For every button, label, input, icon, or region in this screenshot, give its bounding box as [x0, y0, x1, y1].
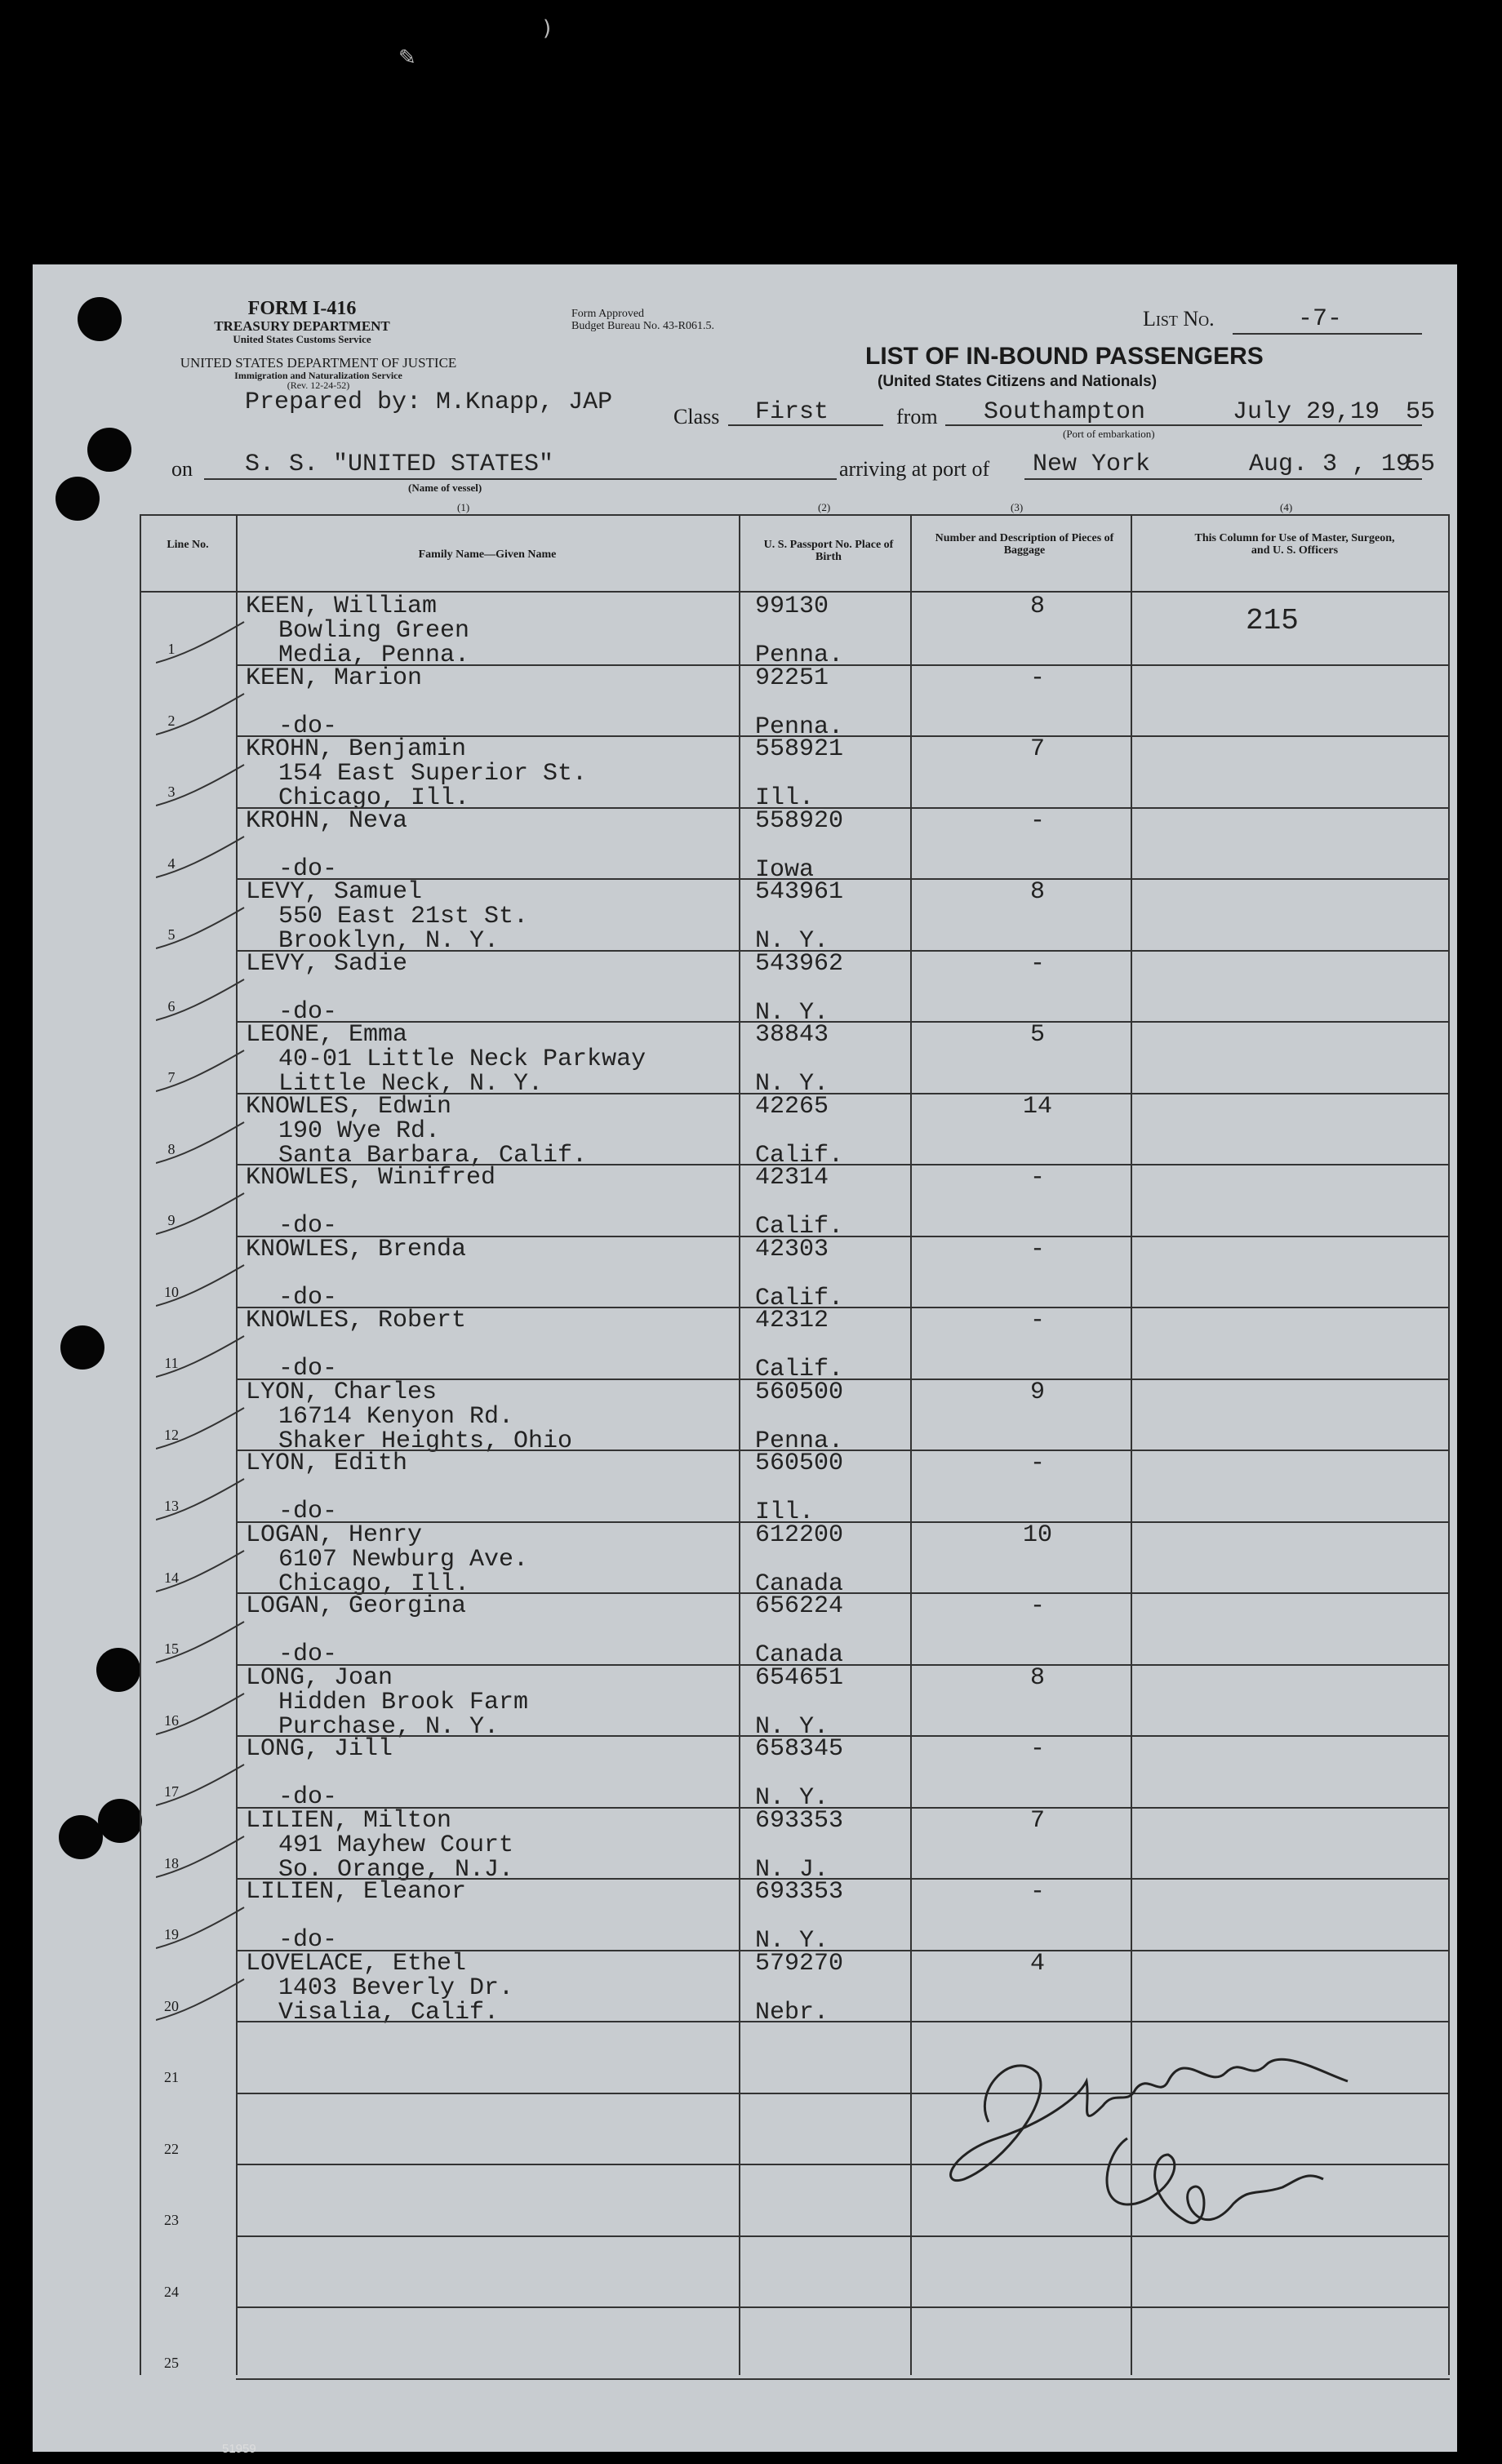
on-label: on [171, 457, 193, 481]
baggage-count: 8 [1029, 1663, 1045, 1692]
embark-date: July 29,19 [1233, 398, 1380, 426]
passenger-name [246, 2165, 278, 2189]
line-number: 16 [164, 1711, 179, 1729]
passenger-name-address [246, 737, 587, 810]
table-row [140, 1164, 1450, 1241]
table-row [140, 1307, 1450, 1383]
passenger-name: LEONE, Emma [246, 1021, 408, 1049]
passenger-name-address [246, 1165, 495, 1238]
punch-hole [87, 428, 131, 472]
footer-code: 51959 [222, 2442, 256, 2456]
passenger-name: LOVELACE, Ethel [246, 1949, 467, 1978]
table-row [140, 1378, 1450, 1455]
col-number-1: (1) [457, 501, 470, 513]
checkmark-icon [156, 1978, 246, 2023]
checkmark-icon [156, 692, 246, 738]
line-number: 12 [164, 1426, 179, 1443]
address-line-2: Media, Penna. [278, 642, 470, 669]
address-line-2: Shaker Heights, Ohio [278, 1427, 573, 1455]
address-line-2: -do- [278, 1783, 338, 1811]
checkmark-icon [156, 1263, 246, 1309]
baggage-count: - [1029, 1164, 1045, 1192]
table-row [140, 2306, 1450, 2378]
passport-number: 38843 [755, 1021, 829, 1049]
place-of-birth: Canada [755, 1569, 844, 1598]
punch-hole [56, 477, 100, 521]
page-title: LIST OF IN-BOUND PASSENGERS [865, 343, 1264, 370]
table-row [140, 1735, 1450, 1812]
checkmark-icon [156, 906, 246, 952]
checkmark-icon [156, 1477, 246, 1523]
address-line-1 [246, 1618, 466, 1642]
col-number-4: (4) [1280, 501, 1293, 513]
table-row [140, 1521, 1450, 1598]
checkmark-icon [156, 1549, 246, 1595]
table-row [140, 593, 1450, 669]
arrival-port: New York [1033, 451, 1151, 478]
passport-number: 543961 [755, 878, 844, 906]
line-number: 20 [164, 1997, 179, 2014]
passport-number: 99130 [755, 593, 829, 620]
address-line-1 [246, 2046, 278, 2070]
from-label: from [896, 405, 938, 428]
table-row [140, 878, 1450, 955]
line-number: 18 [164, 1854, 179, 1871]
baggage-count: - [1029, 664, 1045, 692]
arrival-date: Aug. 3 , 19 [1249, 451, 1411, 478]
address-line-1: 154 East Superior St. [278, 760, 588, 788]
address-line-2: Chicago, Ill. [278, 1569, 470, 1598]
line-number: 3 [167, 784, 176, 800]
col-number-2: (2) [818, 501, 831, 513]
address-line-1: Hidden Brook Farm [278, 1688, 529, 1716]
baggage-count: - [1029, 949, 1045, 978]
baggage-count: 7 [1029, 735, 1045, 763]
checkmark-icon [156, 1121, 246, 1166]
baggage-count: 5 [1029, 1021, 1045, 1049]
checkmark-icon [156, 978, 246, 1023]
passenger-name-address [246, 1451, 407, 1524]
address-line-2 [246, 2213, 278, 2236]
passenger-name-address [246, 2094, 278, 2165]
address-line-2 [246, 2355, 278, 2379]
table-row [140, 806, 1450, 884]
passport-number: 42312 [755, 1307, 829, 1334]
line-number: 24 [164, 2283, 179, 2300]
header-line-no: Line No. [167, 539, 209, 551]
prepared-by: Prepared by: M.Knapp, JAP [245, 388, 613, 416]
table-top-rule [140, 514, 1450, 516]
line-number: 8 [167, 1140, 176, 1157]
passenger-name: KNOWLES, Edwin [246, 1092, 452, 1121]
address-line-1 [246, 1333, 466, 1356]
officer-signature-icon [940, 2000, 1380, 2269]
line-number: 22 [164, 2140, 179, 2157]
punch-hole [78, 297, 122, 341]
passenger-name: LOGAN, Henry [246, 1521, 423, 1549]
table-row [140, 735, 1450, 812]
passport-number: 92251 [755, 664, 829, 692]
table-row [140, 1663, 1450, 1741]
passport-number: 42265 [755, 1092, 829, 1121]
line-number: 14 [164, 1569, 179, 1586]
form-number: FORM I-416 [247, 298, 357, 319]
list-no-value: -7- [1298, 305, 1343, 333]
checkmark-icon [156, 1406, 246, 1452]
passenger-name: KEEN, William [246, 593, 438, 620]
address-line-2: -do- [278, 1926, 338, 1954]
passenger-name-address [246, 949, 408, 1026]
scan-mark: ✎ [398, 46, 416, 70]
dept-justice: UNITED STATES DEPARTMENT OF JUSTICE [180, 355, 457, 371]
line-number: 5 [167, 926, 176, 943]
arrival-year: 55 [1406, 451, 1436, 478]
baggage-count: - [1029, 1735, 1045, 1763]
address-line-2: -do- [278, 712, 338, 740]
passenger-name-address [246, 1951, 513, 2025]
passenger-name-address [246, 1806, 514, 1884]
baggage-count: 8 [1029, 878, 1045, 906]
arrival-underline [1024, 478, 1422, 480]
passport-number: 543962 [755, 949, 844, 978]
passport-number: 612200 [755, 1521, 844, 1549]
passenger-name-address [246, 1663, 529, 1741]
line-number: 10 [164, 1283, 179, 1300]
address-line-2: -do- [278, 1640, 338, 1668]
baggage-count: 14 [1022, 1092, 1052, 1121]
passenger-name-address [246, 1523, 528, 1596]
line-number: 19 [164, 1926, 179, 1942]
address-line-2: Purchase, N. Y. [278, 1712, 500, 1741]
address-line-2: Little Neck, N. Y. [278, 1070, 544, 1098]
header-officers: This Column for Use of Master, Surgeon, and U. S. Officers [1194, 532, 1395, 557]
passenger-name-address [246, 1094, 587, 1168]
line-number: 7 [167, 1069, 176, 1085]
address-line-1: 6107 Newburg Ave. [278, 1545, 529, 1574]
line-number: 23 [164, 2212, 179, 2228]
place-of-birth: N. Y. [755, 1784, 829, 1812]
punch-hole [59, 1815, 103, 1859]
table-row [140, 1092, 1450, 1170]
place-of-birth: Ill. [755, 1498, 815, 1526]
list-no-label: List No. [1143, 307, 1215, 331]
passport-number: 693353 [755, 1806, 844, 1835]
line-number: 17 [164, 1783, 179, 1800]
address-line-2: Chicago, Ill. [278, 784, 470, 812]
passenger-table [140, 514, 1450, 2375]
baggage-count: - [1029, 1450, 1045, 1477]
arriving-label: arriving at port of [839, 457, 990, 481]
passport-number: 656224 [755, 1592, 844, 1620]
passenger-name [246, 2022, 278, 2046]
line-number: 1 [167, 641, 176, 657]
address-line-1 [246, 976, 407, 1000]
baggage-count: 8 [1029, 593, 1045, 620]
passenger-name-address [246, 1308, 466, 1381]
passenger-name-address [246, 2022, 278, 2093]
passport-number: 658345 [755, 1735, 844, 1763]
passport-number: 579270 [755, 1949, 844, 1978]
passport-number: 560500 [755, 1378, 844, 1406]
address-line-2: -do- [278, 1283, 338, 1312]
form-rev: (Rev. 12-24-52) [287, 380, 350, 392]
passenger-name: KNOWLES, Brenda [246, 1235, 467, 1263]
address-line-1: 491 Mayhew Court [278, 1831, 514, 1859]
address-line-1 [246, 2118, 278, 2142]
passport-number: 654651 [755, 1663, 844, 1692]
passenger-name: KROHN, Neva [246, 806, 408, 835]
passport-number: 42314 [755, 1164, 829, 1192]
col-number-3: (3) [1011, 501, 1024, 513]
table-row [140, 1450, 1450, 1526]
passport-number: 42303 [755, 1235, 829, 1263]
baggage-count: 7 [1029, 1806, 1045, 1835]
place-of-birth: Iowa [755, 855, 815, 884]
line-number: 15 [164, 1640, 179, 1657]
officer-note: 215 [1246, 604, 1299, 637]
passenger-name-address [246, 1880, 466, 1952]
passenger-name-address [246, 594, 469, 668]
approval-line: Form Approved [571, 308, 645, 320]
passport-number: 560500 [755, 1450, 844, 1477]
checkmark-icon [156, 1334, 246, 1380]
line-number: 21 [164, 2069, 179, 2085]
row-rule [236, 2378, 1450, 2380]
address-line-1 [246, 1761, 393, 1785]
passport-number: 558920 [755, 806, 844, 835]
checkmark-icon [156, 1192, 246, 1237]
address-line-1: 40-01 Little Neck Parkway [278, 1046, 647, 1073]
address-line-2: Brooklyn, N. Y. [278, 927, 500, 955]
line-number: 11 [164, 1355, 179, 1371]
address-line-1 [246, 2261, 278, 2284]
header-baggage: Number and Description of Pieces of Baggage [935, 532, 1114, 557]
approval-block [571, 309, 714, 332]
class-label: Class [673, 405, 720, 428]
table-row [140, 1592, 1450, 1669]
place-of-birth: Calif. [755, 1356, 844, 1383]
passenger-name-address [246, 2165, 278, 2236]
port-of-embarkation: Southampton [984, 398, 1146, 426]
checkmark-icon [156, 1049, 246, 1094]
embark-year: 55 [1406, 398, 1436, 426]
passenger-name-address [246, 1594, 466, 1667]
address-line-1: 190 Wye Rd. [278, 1117, 441, 1145]
header-passport: U. S. Passport No. Place of Birth [763, 539, 894, 564]
line-number: 9 [167, 1212, 176, 1228]
address-line-1: 550 East 21st St. [278, 903, 529, 930]
place-of-birth: N. Y. [755, 1712, 829, 1741]
dept-customs: United States Customs Service [233, 333, 371, 346]
place-of-birth: Calif. [755, 1284, 844, 1312]
baggage-count: 4 [1029, 1949, 1045, 1978]
page-subtitle: (United States Citizens and Nationals) [878, 373, 1158, 390]
address-line-2: -do- [278, 855, 338, 883]
passenger-name-address [246, 666, 422, 739]
punch-hole [60, 1325, 104, 1370]
vessel-underline [204, 478, 837, 480]
place-of-birth: N. Y. [755, 998, 829, 1027]
passenger-name [246, 2094, 278, 2118]
baggage-count: - [1029, 806, 1045, 835]
baggage-count: - [1029, 1307, 1045, 1334]
passenger-name-address [246, 1737, 393, 1809]
passenger-name-address [246, 2308, 278, 2379]
form-agency-block [180, 299, 424, 345]
passenger-name: LILIEN, Eleanor [246, 1878, 467, 1906]
place-of-birth: N. Y. [755, 1927, 829, 1955]
baggage-count: - [1029, 1878, 1045, 1906]
table-row [140, 949, 1450, 1027]
address-line-2: So. Orange, N.J. [278, 1855, 514, 1884]
checkmark-icon [156, 620, 246, 666]
checkmark-icon [156, 1620, 246, 1666]
checkmark-icon [156, 1906, 246, 1951]
passenger-name-address [246, 1380, 572, 1454]
place-of-birth: Canada [755, 1641, 844, 1669]
checkmark-icon [156, 763, 246, 809]
address-line-1: 16714 Kenyon Rd. [278, 1402, 514, 1431]
line-number: 25 [164, 2355, 179, 2371]
address-line-2 [246, 2142, 278, 2165]
address-line-1 [246, 2332, 278, 2355]
header-name: Family Name—Given Name [418, 548, 557, 561]
line-number: 4 [167, 855, 176, 872]
place-of-birth: Nebr. [755, 1998, 829, 2027]
address-line-1 [246, 2189, 278, 2213]
place-of-birth: Ill. [755, 784, 815, 812]
line-number: 2 [167, 712, 176, 729]
table-row [140, 1878, 1450, 1955]
passenger-name-address [246, 2237, 278, 2308]
baggage-count: 10 [1022, 1521, 1052, 1549]
place-of-birth: Penna. [755, 642, 844, 669]
dept-treasury: TREASURY DEPARTMENT [214, 318, 390, 335]
justice-block [180, 356, 457, 391]
passenger-name: LYON, Charles [246, 1378, 438, 1406]
passenger-name: KNOWLES, Winifred [246, 1164, 496, 1192]
passenger-name: KNOWLES, Robert [246, 1307, 467, 1334]
address-line-2: -do- [278, 1498, 338, 1525]
passenger-name: LOGAN, Georgina [246, 1592, 467, 1620]
place-of-birth: Penna. [755, 713, 844, 741]
address-line-2: -do- [278, 997, 338, 1026]
punch-hole [98, 1799, 142, 1843]
table-row [140, 1021, 1450, 1098]
place-of-birth: Calif. [755, 1213, 844, 1241]
address-line-2: -do- [278, 1355, 338, 1383]
passenger-name: LONG, Jill [246, 1735, 393, 1763]
address-line-2 [246, 2284, 278, 2308]
passenger-name: LONG, Joan [246, 1663, 393, 1692]
approval-budget: Budget Bureau No. 43-R061.5. [571, 319, 714, 332]
passport-number: 558921 [755, 735, 844, 763]
passenger-name-address [246, 1023, 646, 1096]
table-row [140, 1806, 1450, 1884]
place-of-birth: N. Y. [755, 927, 829, 955]
passenger-name-address [246, 806, 408, 883]
place-of-birth: N. Y. [755, 1070, 829, 1098]
passenger-name-address [246, 1237, 466, 1310]
address-line-1 [246, 833, 407, 857]
address-line-2: Visalia, Calif. [278, 1998, 500, 2027]
baggage-count: - [1029, 1592, 1045, 1620]
address-line-2: Santa Barbara, Calif. [278, 1141, 588, 1170]
passenger-name: LEVY, Sadie [246, 949, 408, 978]
passenger-name [246, 2237, 278, 2261]
baggage-count: 9 [1029, 1378, 1045, 1406]
passenger-name: LEVY, Samuel [246, 878, 423, 906]
table-row [140, 664, 1450, 741]
table-row [140, 1235, 1450, 1312]
place-of-birth: Penna. [755, 1427, 844, 1455]
vessel-caption: (Name of vessel) [408, 482, 482, 494]
scan-mark: ) [543, 16, 552, 41]
port-caption: (Port of embarkation) [1063, 428, 1155, 440]
address-line-1 [246, 1262, 466, 1285]
vessel-name: S. S. "UNITED STATES" [245, 451, 554, 478]
address-line-2: -do- [278, 1212, 338, 1240]
passenger-name: KROHN, Benjamin [246, 735, 467, 763]
passenger-name [246, 2308, 278, 2332]
line-number: 13 [164, 1498, 179, 1514]
list-no-underline [1233, 333, 1422, 335]
checkmark-icon [156, 835, 246, 881]
checkmark-icon [156, 1763, 246, 1809]
line-number: 6 [167, 997, 176, 1014]
address-line-1 [246, 1476, 407, 1499]
checkmark-icon [156, 1692, 246, 1738]
address-line-1 [246, 1190, 495, 1214]
passenger-name-address [246, 880, 528, 953]
passenger-name: LILIEN, Milton [246, 1806, 452, 1835]
baggage-count: - [1029, 1235, 1045, 1263]
place-of-birth: N. J. [755, 1855, 829, 1884]
address-line-2 [246, 2070, 278, 2093]
passenger-name: LYON, Edith [246, 1450, 408, 1477]
address-line-1: Bowling Green [278, 617, 470, 645]
dept-ins: Immigration and Naturalization Service [234, 369, 402, 381]
class-value: First [755, 398, 829, 426]
address-line-1: 1403 Beverly Dr. [278, 1973, 514, 2002]
place-of-birth: Calif. [755, 1141, 844, 1170]
address-line-1 [246, 1904, 466, 1928]
passenger-name: KEEN, Marion [246, 664, 423, 692]
passport-number: 693353 [755, 1878, 844, 1906]
punch-hole [96, 1648, 140, 1692]
checkmark-icon [156, 1835, 246, 1880]
address-line-1 [246, 690, 422, 714]
